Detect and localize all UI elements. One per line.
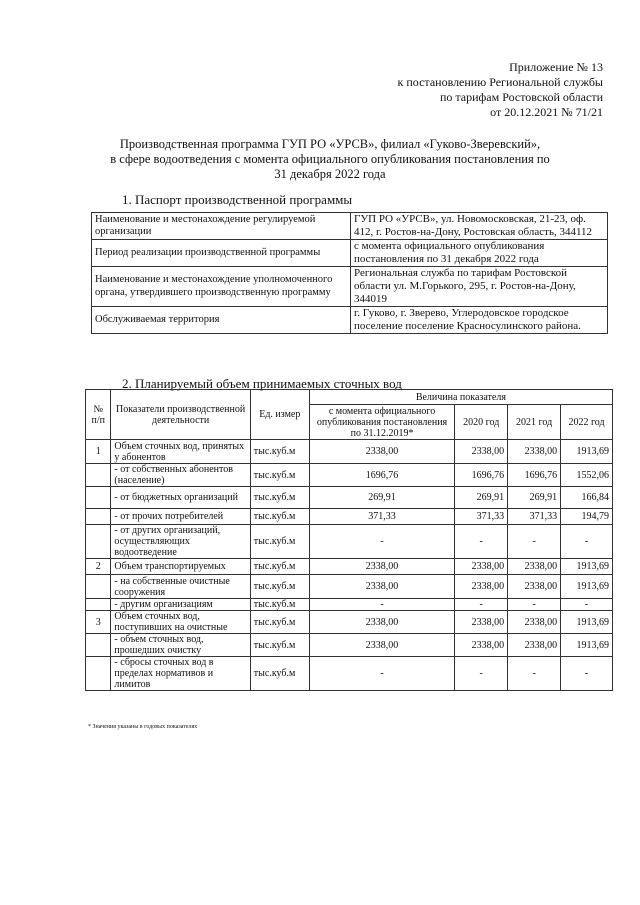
row-value-2020: 2338,00 [455,575,508,599]
row-unit: тыс.куб.м [250,525,309,559]
table-header-row [86,390,613,405]
row-indicator: - от других организаций, осуществляющих водоотведение [111,525,250,559]
row-value-2022: 1913,69 [561,559,613,575]
appendix-number: Приложение № 13 [509,60,603,74]
passport-label: Наименование и местонахождение уполномоченного органа, утвердившего производственную программу [92,267,351,307]
row-value-2022: 194,79 [561,509,613,525]
row-value-2021: 1696,76 [508,464,561,487]
passport-label: Обслуживаемая территория [92,307,351,334]
row-value-2022: 166,84 [561,487,613,509]
row-value-2020: - [455,525,508,559]
row-indicator: - от прочих потребителей [111,509,250,525]
table-row [92,307,608,334]
row-value-2020: 2338,00 [455,634,508,657]
appendix-date: от 20.12.2021 № 71/21 [490,105,603,119]
table-row [86,464,613,487]
table-row [86,509,613,525]
row-num [86,464,111,487]
title-line: Производственная программа ГУП РО «УРСВ», филиал «Гуково-Зверевский», [119,137,541,151]
table-row [92,240,608,267]
row-indicator: Объем транспортируемых [111,559,250,575]
row-unit: тыс.куб.м [250,440,309,464]
row-value-2022: 1913,69 [561,440,613,464]
row-unit: тыс.куб.м [250,634,309,657]
row-value-2021: 2338,00 [508,611,561,634]
table-row [86,657,613,691]
row-value-since: 2338,00 [309,559,454,575]
header-unit: Ед. измер [250,390,309,440]
row-indicator: - от бюджетных организаций [111,487,250,509]
passport-value: ГУП РО «УРСВ», ул. Новомосковская, 21-23, оф. 412, г. Ростов-на-Дону, Ростовская область, 344112 [351,213,608,240]
row-num [86,525,111,559]
header-value-group: Величина показателя [309,390,612,405]
title-line: в сфере водоотведения с момента официального опубликования постановления по [110,152,550,166]
row-value-since: - [309,657,454,691]
row-indicator: Объем сточных вод, принятых у абонентов [111,440,250,464]
row-value-since: 2338,00 [309,575,454,599]
row-indicator: - объем сточных вод, прошедших очистку [111,634,250,657]
row-value-2022: - [561,657,613,691]
row-value-2021: 371,33 [508,509,561,525]
row-value-2022: - [561,599,613,611]
row-value-2020: 269,91 [455,487,508,509]
row-value-since: 2338,00 [309,634,454,657]
table-row [92,267,608,307]
volume-table [85,389,613,691]
row-value-2021: - [508,657,561,691]
table-row [86,525,613,559]
passport-value: г. Гуково, г. Зверево, Углеродовское городское поселение поселение Красносулинского района. [351,307,608,334]
row-value-since: 269,91 [309,487,454,509]
row-value-2021: - [508,525,561,559]
header-2021: 2021 год [508,405,561,440]
row-value-2021: 269,91 [508,487,561,509]
row-unit: тыс.куб.м [250,464,309,487]
row-indicator: - сбросы сточных вод в пределах нормативов и лимитов [111,657,250,691]
row-value-2022: 1552,06 [561,464,613,487]
row-unit: тыс.куб.м [250,599,309,611]
volume-table-body [86,440,613,691]
passport-value: Региональная служба по тарифам Ростовской области ул. М.Горького, 295, г. Ростов-на-Дону, 344019 [351,267,608,307]
header-2022: 2022 год [561,405,613,440]
appendix-line: к постановлению Региональной службы [397,75,603,89]
table-row [86,634,613,657]
header-2020: 2020 год [455,405,508,440]
table-row [86,559,613,575]
row-value-since: - [309,599,454,611]
row-indicator: - на собственные очистные сооружения [111,575,250,599]
row-unit: тыс.куб.м [250,611,309,634]
row-indicator: Объем сточных вод, поступивших на очистные [111,611,250,634]
header-since: с момента официального опубликования постановления по 31.12.2019* [309,405,454,440]
table-row [86,575,613,599]
row-unit: тыс.куб.м [250,487,309,509]
row-value-2020: 1696,76 [455,464,508,487]
row-num [86,509,111,525]
header-indicator: Показатели производственной деятельности [111,390,250,440]
row-value-2020: 2338,00 [455,611,508,634]
table-row [86,487,613,509]
row-value-2022: 1913,69 [561,634,613,657]
row-unit: тыс.куб.м [250,509,309,525]
row-value-2021: 2338,00 [508,440,561,464]
row-indicator: - от собственных абонентов (население) [111,464,250,487]
row-num: 3 [86,611,111,634]
title-line: 31 декабря 2022 года [274,167,386,181]
row-indicator: - другим организациям [111,599,250,611]
row-value-2022: 1913,69 [561,575,613,599]
row-num [86,657,111,691]
row-num [86,575,111,599]
appendix-line: по тарифам Ростовской области [439,90,603,104]
row-value-since: 371,33 [309,509,454,525]
header-num: № п/п [86,390,111,440]
row-num: 2 [86,559,111,575]
row-value-since: - [309,525,454,559]
passport-table [91,212,608,334]
row-value-2020: 371,33 [455,509,508,525]
row-value-since: 2338,00 [309,440,454,464]
row-value-since: 2338,00 [309,611,454,634]
row-unit: тыс.куб.м [250,559,309,575]
row-num [86,487,111,509]
table-row [86,599,613,611]
passport-label: Наименование и местонахождение регулируемой организации [92,213,351,240]
appendix-header [398,60,603,120]
row-value-2020: - [455,657,508,691]
row-value-2020: 2338,00 [455,440,508,464]
row-value-2021: 2338,00 [508,559,561,575]
footnote: * Значения указаны в годовых показателях [88,724,198,730]
table-row [92,213,608,240]
row-value-2020: - [455,599,508,611]
section-heading-passport: 1. Паспорт производственной программы [122,192,353,207]
section-heading-volume: 2. Планируемый объем принимаемых сточных вод [122,376,402,391]
row-num: 1 [86,440,111,464]
document-title [80,137,580,182]
row-value-2022: - [561,525,613,559]
row-num [86,634,111,657]
row-num [86,599,111,611]
table-row [86,611,613,634]
passport-label: Период реализации производственной программы [92,240,351,267]
row-unit: тыс.куб.м [250,657,309,691]
row-value-2020: 2338,00 [455,559,508,575]
row-unit: тыс.куб.м [250,575,309,599]
table-row [86,440,613,464]
row-value-2021: 2338,00 [508,575,561,599]
row-value-2022: 1913,69 [561,611,613,634]
passport-value: с момента официального опубликования постановления по 31 декабря 2022 года [351,240,608,267]
row-value-2021: 2338,00 [508,634,561,657]
row-value-2021: - [508,599,561,611]
row-value-since: 1696,76 [309,464,454,487]
